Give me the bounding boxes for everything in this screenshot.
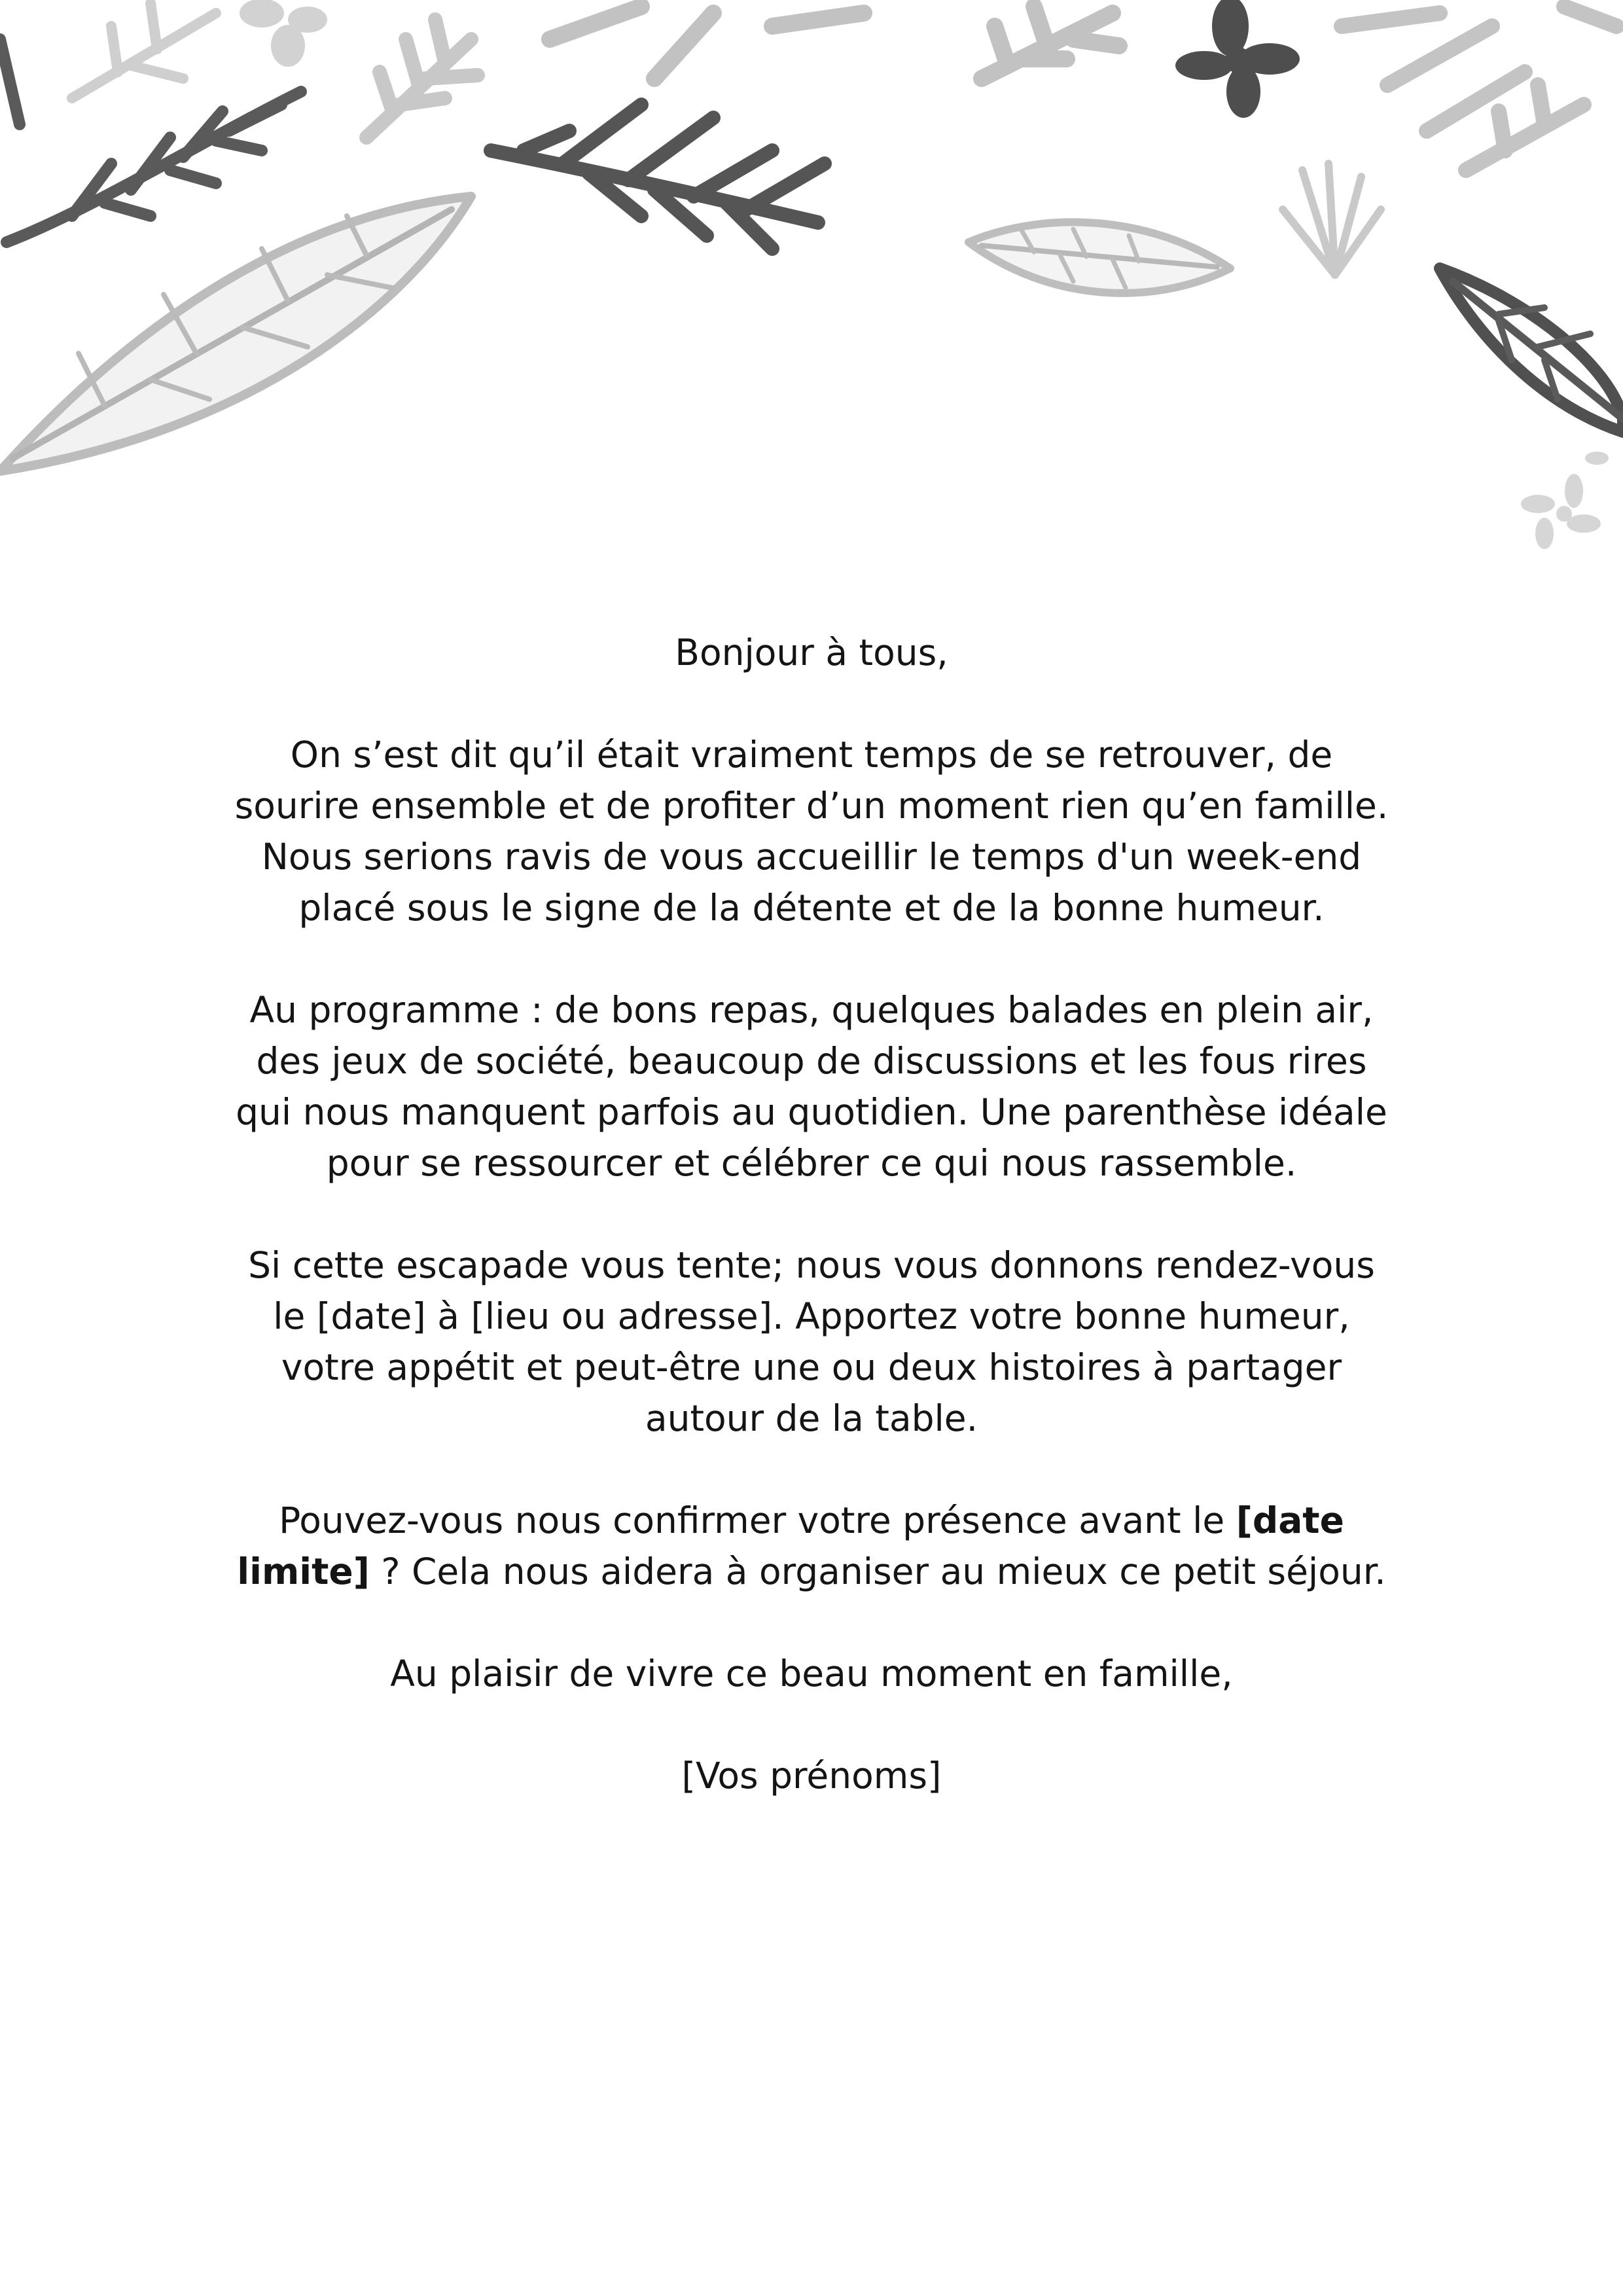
rsvp-text-before: Pouvez-vous nous confirmer votre présence avant le (279, 1499, 1236, 1541)
light-leaf-sprig-center (366, 20, 478, 137)
paragraph-invitation: On s’est dit qu’il était vraiment temps de se retrouver, de sourire ensemble et de profiter d’un moment rien qu’en famille. Nous serions ravis de vous accueillir le temps d'un week-end placé sous le signe de la détente et de la bonne humeur. (234, 734, 1389, 929)
dark-sprig-center (491, 105, 825, 249)
dark-leaf-right (1440, 268, 1623, 432)
paragraph-programme: Au programme : de bons repas, quelques balades en plein air, des jeux de société, beaucoup de discussions et les fous rires qui nous manquent parfois au quotidien. Une parenthèse idéale pour se ressourcer et célébrer ce qui nous rassemble. (236, 989, 1387, 1184)
paragraph-rendezvous: Si cette escapade vous tente; nous vous donnons rendez-vous le [date] à [lieu ou adresse]. Apportez votre bonne humeur, votre appétit et peut-être une ou deux histoires à partager autour de la table. (248, 1244, 1375, 1439)
foliage-decoration (0, 0, 1623, 563)
greeting: Bonjour à tous, (675, 632, 948, 673)
signature: [Vos prénoms] (681, 1755, 942, 1797)
light-foliage-top-center (550, 7, 1119, 79)
rsvp-deadline: [date limite] (237, 1499, 1344, 1592)
light-flower-bottom-right (1521, 452, 1609, 549)
light-grass-right (1283, 164, 1381, 275)
dark-flower-top-right (1175, 0, 1300, 118)
light-foliage-top-right (1342, 7, 1616, 170)
paragraph-rsvp (229, 1495, 1394, 1597)
rsvp-text-after: ? Cela nous aidera à organiser au mieux ce petit séjour. (369, 1551, 1386, 1592)
light-leaf-right (969, 222, 1230, 293)
letter-body (229, 627, 1394, 1801)
light-sprig-left (72, 3, 216, 98)
light-flower-top-left (240, 0, 327, 67)
closing-line: Au plaisir de vivre ce beau moment en famille, (390, 1653, 1233, 1695)
large-light-leaf (0, 196, 471, 471)
